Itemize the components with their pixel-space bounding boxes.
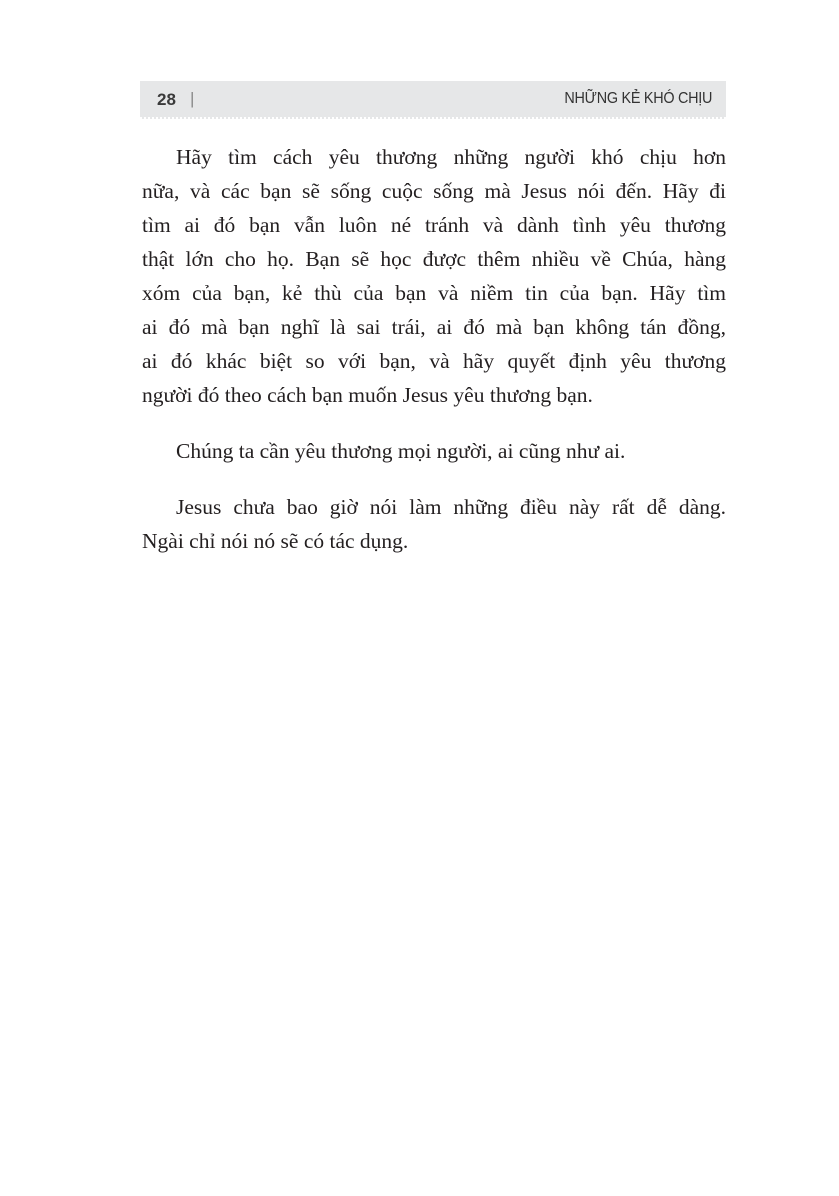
body-text <box>142 140 726 558</box>
paragraph <box>142 140 726 412</box>
text-line: xóm của bạn, kẻ thù của bạn và niềm tin của bạn. Hãy tìm <box>142 281 726 305</box>
text-line: tìm ai đó bạn vẫn luôn né tránh và dành tình yêu thương <box>142 213 726 237</box>
text-line: thật lớn cho họ. Bạn sẽ học được thêm nhiều về Chúa, hàng <box>142 247 726 271</box>
header-separator: | <box>190 89 195 108</box>
text-line: người đó theo cách bạn muốn Jesus yêu thương bạn. <box>142 383 593 407</box>
paragraph <box>142 490 726 558</box>
text-line: ai đó mà bạn nghĩ là sai trái, ai đó mà bạn không tán đồng, <box>142 315 726 339</box>
running-header <box>140 81 726 119</box>
text-line: nữa, và các bạn sẽ sống cuộc sống mà Jesus nói đến. Hãy đi <box>142 179 726 203</box>
text-line: Jesus chưa bao giờ nói làm những điều này rất dễ dàng. <box>176 495 726 519</box>
paragraph-gap <box>142 468 726 490</box>
page-number: 28 <box>157 90 176 109</box>
paragraph-gap <box>142 412 726 434</box>
text-line: Hãy tìm cách yêu thương những người khó chịu hơn <box>176 145 726 169</box>
chapter-title: NHỮNG KẺ KHÓ CHỊU <box>564 90 712 107</box>
paragraph <box>142 434 726 468</box>
text-line: ai đó khác biệt so với bạn, và hãy quyết định yêu thương <box>142 349 726 373</box>
text-line: Chúng ta cần yêu thương mọi người, ai cũng như ai. <box>176 439 626 463</box>
text-line: Ngài chỉ nói nó sẽ có tác dụng. <box>142 529 409 553</box>
